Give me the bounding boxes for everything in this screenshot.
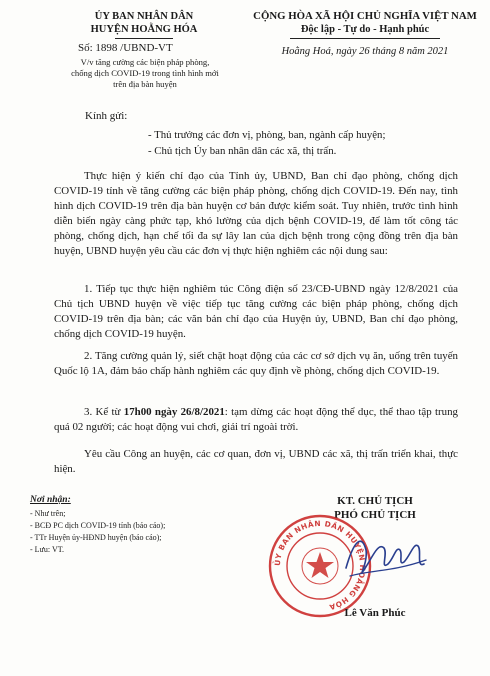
p4-deadline: 17h00 ngày 26/8/2021 <box>123 406 225 418</box>
subject-line: chống dịch COVID-19 trong tình hình mới <box>71 68 219 78</box>
addressee-label: Kính gửi: <box>85 110 128 122</box>
recipients-label: Nơi nhận: <box>30 495 71 505</box>
addressee-item: - Thủ trưởng các đơn vị, phòng, ban, ngành cấp huyện; <box>148 129 386 141</box>
issuing-authority <box>44 10 244 39</box>
subject-line: trên địa bàn huyện <box>113 79 177 89</box>
recipient-item: - BCĐ PC dịch COVID-19 tỉnh (báo cáo); <box>30 521 166 530</box>
p4-prefix: 3. Kể từ <box>84 406 124 418</box>
paragraph-closing: Yêu cầu Công an huyện, các cơ quan, đơn vị, UBND các xã, thị trấn triển khai, thực hiện. <box>54 448 458 476</box>
national-header <box>250 10 480 39</box>
paragraph-item-2: 2. Tăng cường quản lý, siết chặt hoạt động của các cơ sở dịch vụ ăn, uống trên tuyến Quốc lộ 1A, đảm bảo chấp hành nghiêm các quy định về phòng, chống dịch COVID-19. <box>54 350 458 378</box>
subject-line: V/v tăng cường các biện pháp phòng, <box>80 57 210 67</box>
paragraph-item-1: 1. Tiếp tục thực hiện nghiêm túc Công điện số 23/CĐ-UBND ngày 12/8/2021 của Chủ tịch UBND huyện về việc tiếp tục tăng cường các biện pháp phòng, chống dịch COVID-19 trên địa bàn; các văn bản chỉ đạo của Huyện ủy, UBND, Ban chỉ đạo phòng, chống dịch COVID-19 huyện. <box>54 283 458 341</box>
document-number: Số: 1898 /UBND-VT <box>78 42 173 54</box>
recipient-item: - Lưu: VT. <box>30 545 65 554</box>
nation-title: CỘNG HÒA XÃ HỘI CHỦ NGHĨA VIỆT NAM <box>253 10 477 22</box>
p4-suffix: : tạm dừng các hoạt động thể dục, thể thao tập trung quá 02 người; các hoạt động vui chơi, giải trí ngoài trời. <box>54 406 458 434</box>
signer-name: Lê Văn Phúc <box>344 607 406 619</box>
handwritten-signature-icon <box>340 520 430 590</box>
addressee-item: - Chủ tịch Ủy ban nhân dân các xã, thị trấn. <box>148 145 337 157</box>
org-name-line2: HUYỆN HOẰNG HÓA <box>90 24 198 35</box>
recipient-item: - TTr Huyện ủy-HĐND huyện (báo cáo); <box>30 533 162 542</box>
recipient-item: - Như trên; <box>30 509 66 518</box>
nation-motto: Độc lập - Tự do - Hạnh phúc <box>300 24 430 35</box>
svg-text:ỦY BAN NHÂN DÂN HUYỆN HOẰNG HÓ: ỦY BAN NHÂN DÂN HUYỆN HOẰNG HÓA <box>272 518 368 612</box>
signature-title-2: PHÓ CHỦ TỊCH <box>334 509 416 521</box>
signature-title-1: KT. CHỦ TỊCH <box>337 495 413 507</box>
paragraph-item-3 <box>54 405 458 435</box>
org-name-line1: ỦY BAN NHÂN DÂN <box>94 11 194 22</box>
divider-right <box>290 38 440 39</box>
paragraph-intro: Thực hiện ý kiến chỉ đạo của Tỉnh ủy, UBND, Ban chỉ đạo phòng, chống dịch COVID-19 tỉnh về tăng cường các biện pháp phòng, chống dịch COVID-19. Đến nay, tình hình dịch COVID-19 trên địa bàn huyện cơ bản được kiểm soát. Tuy nhiên, trước tình hình diễn biến ngày càng phức tạp, khó lường của dịch bệnh COVID-19, để làm tốt công tác phòng, chống dịch, hạn chế tối đa sự lây lan của dịch bệnh trong cộng đồng trên địa bàn huyện, UBND huyện yêu cầu các đơn vị thực hiện nghiêm các nội dung sau: <box>54 170 458 258</box>
place-date: Hoằng Hoá, ngày 26 tháng 8 năm 2021 <box>281 46 449 57</box>
divider-left <box>115 38 173 39</box>
document-subject <box>40 57 250 90</box>
